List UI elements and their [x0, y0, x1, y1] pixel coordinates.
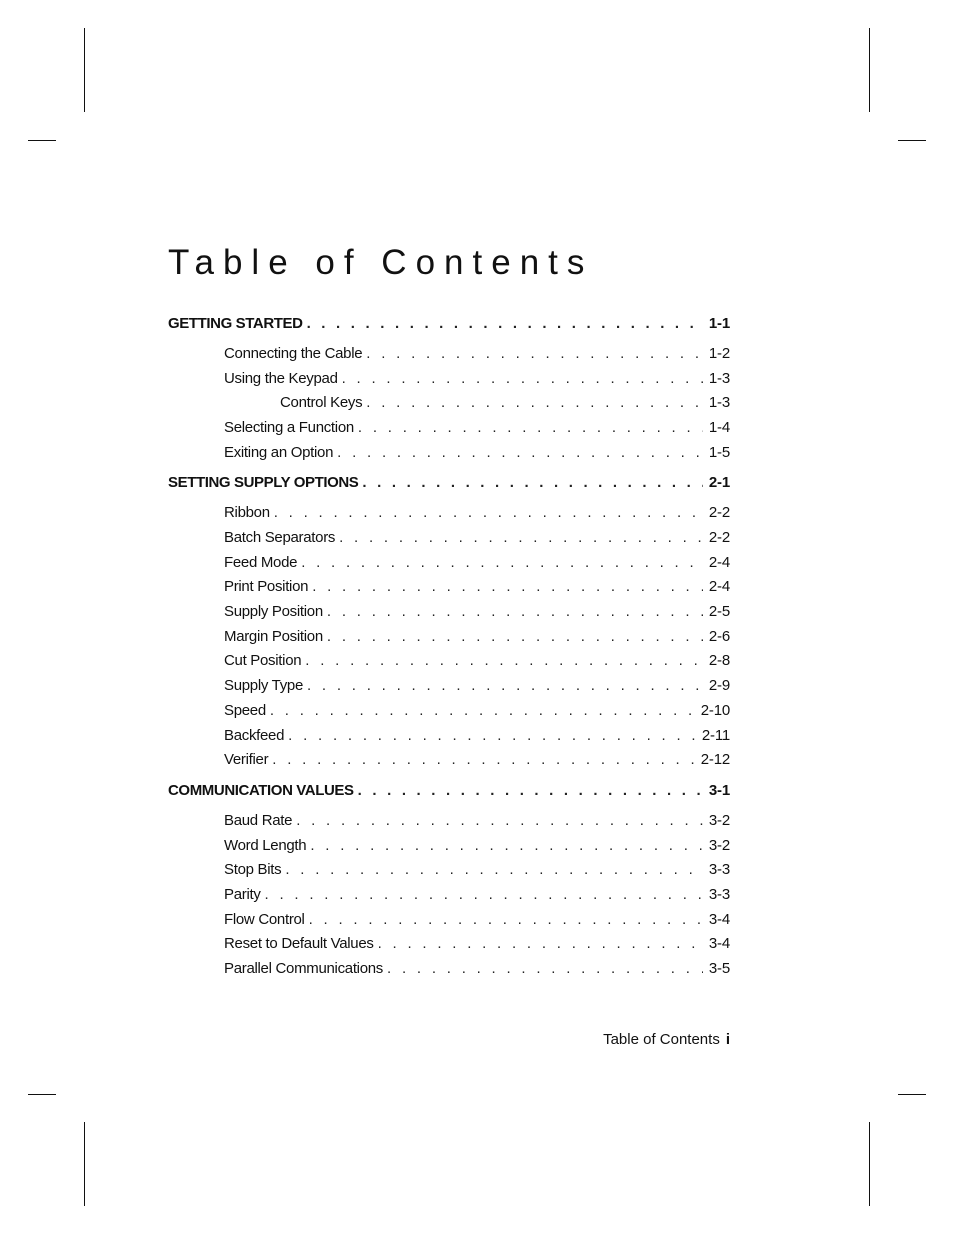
toc-section-entry[interactable] [168, 474, 730, 492]
toc-entry[interactable] [224, 578, 730, 596]
toc-entry[interactable] [280, 394, 730, 412]
dot-leader [366, 345, 703, 363]
toc-entry-page: 3-4 [708, 935, 730, 952]
toc-entry[interactable] [224, 345, 730, 363]
toc-entry[interactable] [224, 677, 730, 695]
toc-entry[interactable] [224, 419, 730, 437]
toc-entry-page: 3-3 [708, 886, 730, 903]
toc-entry-label: Cut Position [224, 652, 302, 669]
toc-entry-page: 2-8 [708, 652, 730, 669]
toc-entry-label: Flow Control [224, 911, 305, 928]
toc-entry-label: Selecting a Function [224, 419, 354, 436]
toc-entry-page: 2-4 [708, 554, 730, 571]
toc-entry[interactable] [224, 702, 730, 720]
toc-entry[interactable] [224, 935, 730, 953]
dot-leader [378, 935, 703, 953]
toc-entry-page: 1-3 [708, 394, 730, 411]
dot-leader [305, 652, 703, 670]
dot-leader [342, 370, 703, 388]
dot-leader [312, 578, 703, 596]
toc-entry[interactable] [224, 812, 730, 830]
toc-entry[interactable] [224, 837, 730, 855]
toc-entry-page: 2-9 [708, 677, 730, 694]
toc-section-entry[interactable] [168, 782, 730, 800]
toc-entry[interactable] [224, 444, 730, 462]
page-number: i [725, 1031, 730, 1048]
toc-entry-page: 2-11 [701, 727, 730, 744]
toc-entry-page: 3-2 [708, 837, 730, 854]
toc-entry-label: Batch Separators [224, 529, 336, 546]
toc-entry-page: 2-12 [700, 751, 730, 768]
dot-leader [366, 394, 703, 412]
dot-leader [307, 677, 703, 695]
dot-leader [307, 315, 703, 333]
toc-entry-label: SETTING SUPPLY OPTIONS [168, 474, 359, 491]
toc-entry-label: COMMUNICATION VALUES [168, 782, 354, 799]
toc-entry-page: 2-2 [708, 504, 730, 521]
toc-entry-page: 1-4 [708, 419, 730, 436]
toc-entry-page: 1-3 [708, 370, 730, 387]
toc-entry[interactable] [224, 628, 730, 646]
toc-entry[interactable] [224, 370, 730, 388]
toc-entry-label: Speed [224, 702, 266, 719]
dot-leader [265, 886, 703, 904]
dot-leader [296, 812, 703, 830]
toc-entry-page: 2-6 [708, 628, 730, 645]
toc-entry-page: 1-1 [708, 315, 730, 332]
toc-entry-page: 3-4 [708, 911, 730, 928]
dot-leader [358, 419, 703, 437]
toc-entry-label: Supply Position [224, 603, 323, 620]
footer-text: Table of Contents [603, 1031, 720, 1048]
toc-entry-label: Control Keys [280, 394, 363, 411]
toc-entry-label: Parallel Communications [224, 960, 384, 977]
toc-entry-label: Baud Rate [224, 812, 293, 829]
toc-entry-page: 2-2 [708, 529, 730, 546]
toc-entry-page: 1-5 [708, 444, 730, 461]
toc-entry-label: Print Position [224, 578, 309, 595]
toc-entry[interactable] [224, 504, 730, 522]
dot-leader [301, 554, 703, 572]
toc-entry-page: 3-3 [708, 861, 730, 878]
toc-entry-page: 3-5 [708, 960, 730, 977]
page-footer [560, 1031, 730, 1049]
toc-entry-page: 3-2 [708, 812, 730, 829]
toc-entry[interactable] [224, 652, 730, 670]
dot-leader [358, 782, 703, 800]
dot-leader [327, 628, 703, 646]
dot-leader [337, 444, 703, 462]
toc-entry-label: Feed Mode [224, 554, 298, 571]
toc-entry[interactable] [224, 911, 730, 929]
toc-entry-label: Word Length [224, 837, 307, 854]
dot-leader [285, 861, 703, 879]
toc-entry[interactable] [224, 727, 730, 745]
toc-section-entry[interactable] [168, 315, 730, 333]
toc-entry[interactable] [224, 861, 730, 879]
toc-entry-label: Stop Bits [224, 861, 282, 878]
dot-leader [270, 702, 695, 720]
toc-entry-label: GETTING STARTED [168, 315, 303, 332]
toc-entry-label: Verifier [224, 751, 269, 768]
dot-leader [362, 474, 702, 492]
dot-leader [327, 603, 703, 621]
toc-entry[interactable] [224, 554, 730, 572]
dot-leader [339, 529, 703, 547]
dot-leader [274, 504, 703, 522]
toc-entry[interactable] [224, 603, 730, 621]
toc-entry-page: 2-10 [700, 702, 730, 719]
toc-entry[interactable] [224, 529, 730, 547]
toc-entry-page: 2-4 [708, 578, 730, 595]
dot-leader [310, 837, 703, 855]
toc-entry-label: Using the Keypad [224, 370, 338, 387]
toc-entry[interactable] [224, 751, 730, 769]
toc-entry-label: Connecting the Cable [224, 345, 363, 362]
dot-leader [309, 911, 703, 929]
toc-entry-label: Margin Position [224, 628, 323, 645]
toc-entry-label: Ribbon [224, 504, 270, 521]
dot-leader [387, 960, 703, 978]
toc-entry-label: Supply Type [224, 677, 303, 694]
toc-entry-label: Parity [224, 886, 261, 903]
toc-entry-label: Reset to Default Values [224, 935, 374, 952]
dot-leader [272, 751, 694, 769]
toc-entry-page: 1-2 [708, 345, 730, 362]
page-title: Table of Contents [168, 243, 594, 282]
dot-leader [288, 727, 696, 745]
toc-entry-page: 3-1 [708, 782, 730, 799]
toc-entry-label: Backfeed [224, 727, 285, 744]
toc-entry[interactable] [224, 960, 730, 978]
toc-entry-page: 2-1 [708, 474, 730, 491]
toc-entry-label: Exiting an Option [224, 444, 334, 461]
toc-entry-page: 2-5 [708, 603, 730, 620]
toc-entry[interactable] [224, 886, 730, 904]
